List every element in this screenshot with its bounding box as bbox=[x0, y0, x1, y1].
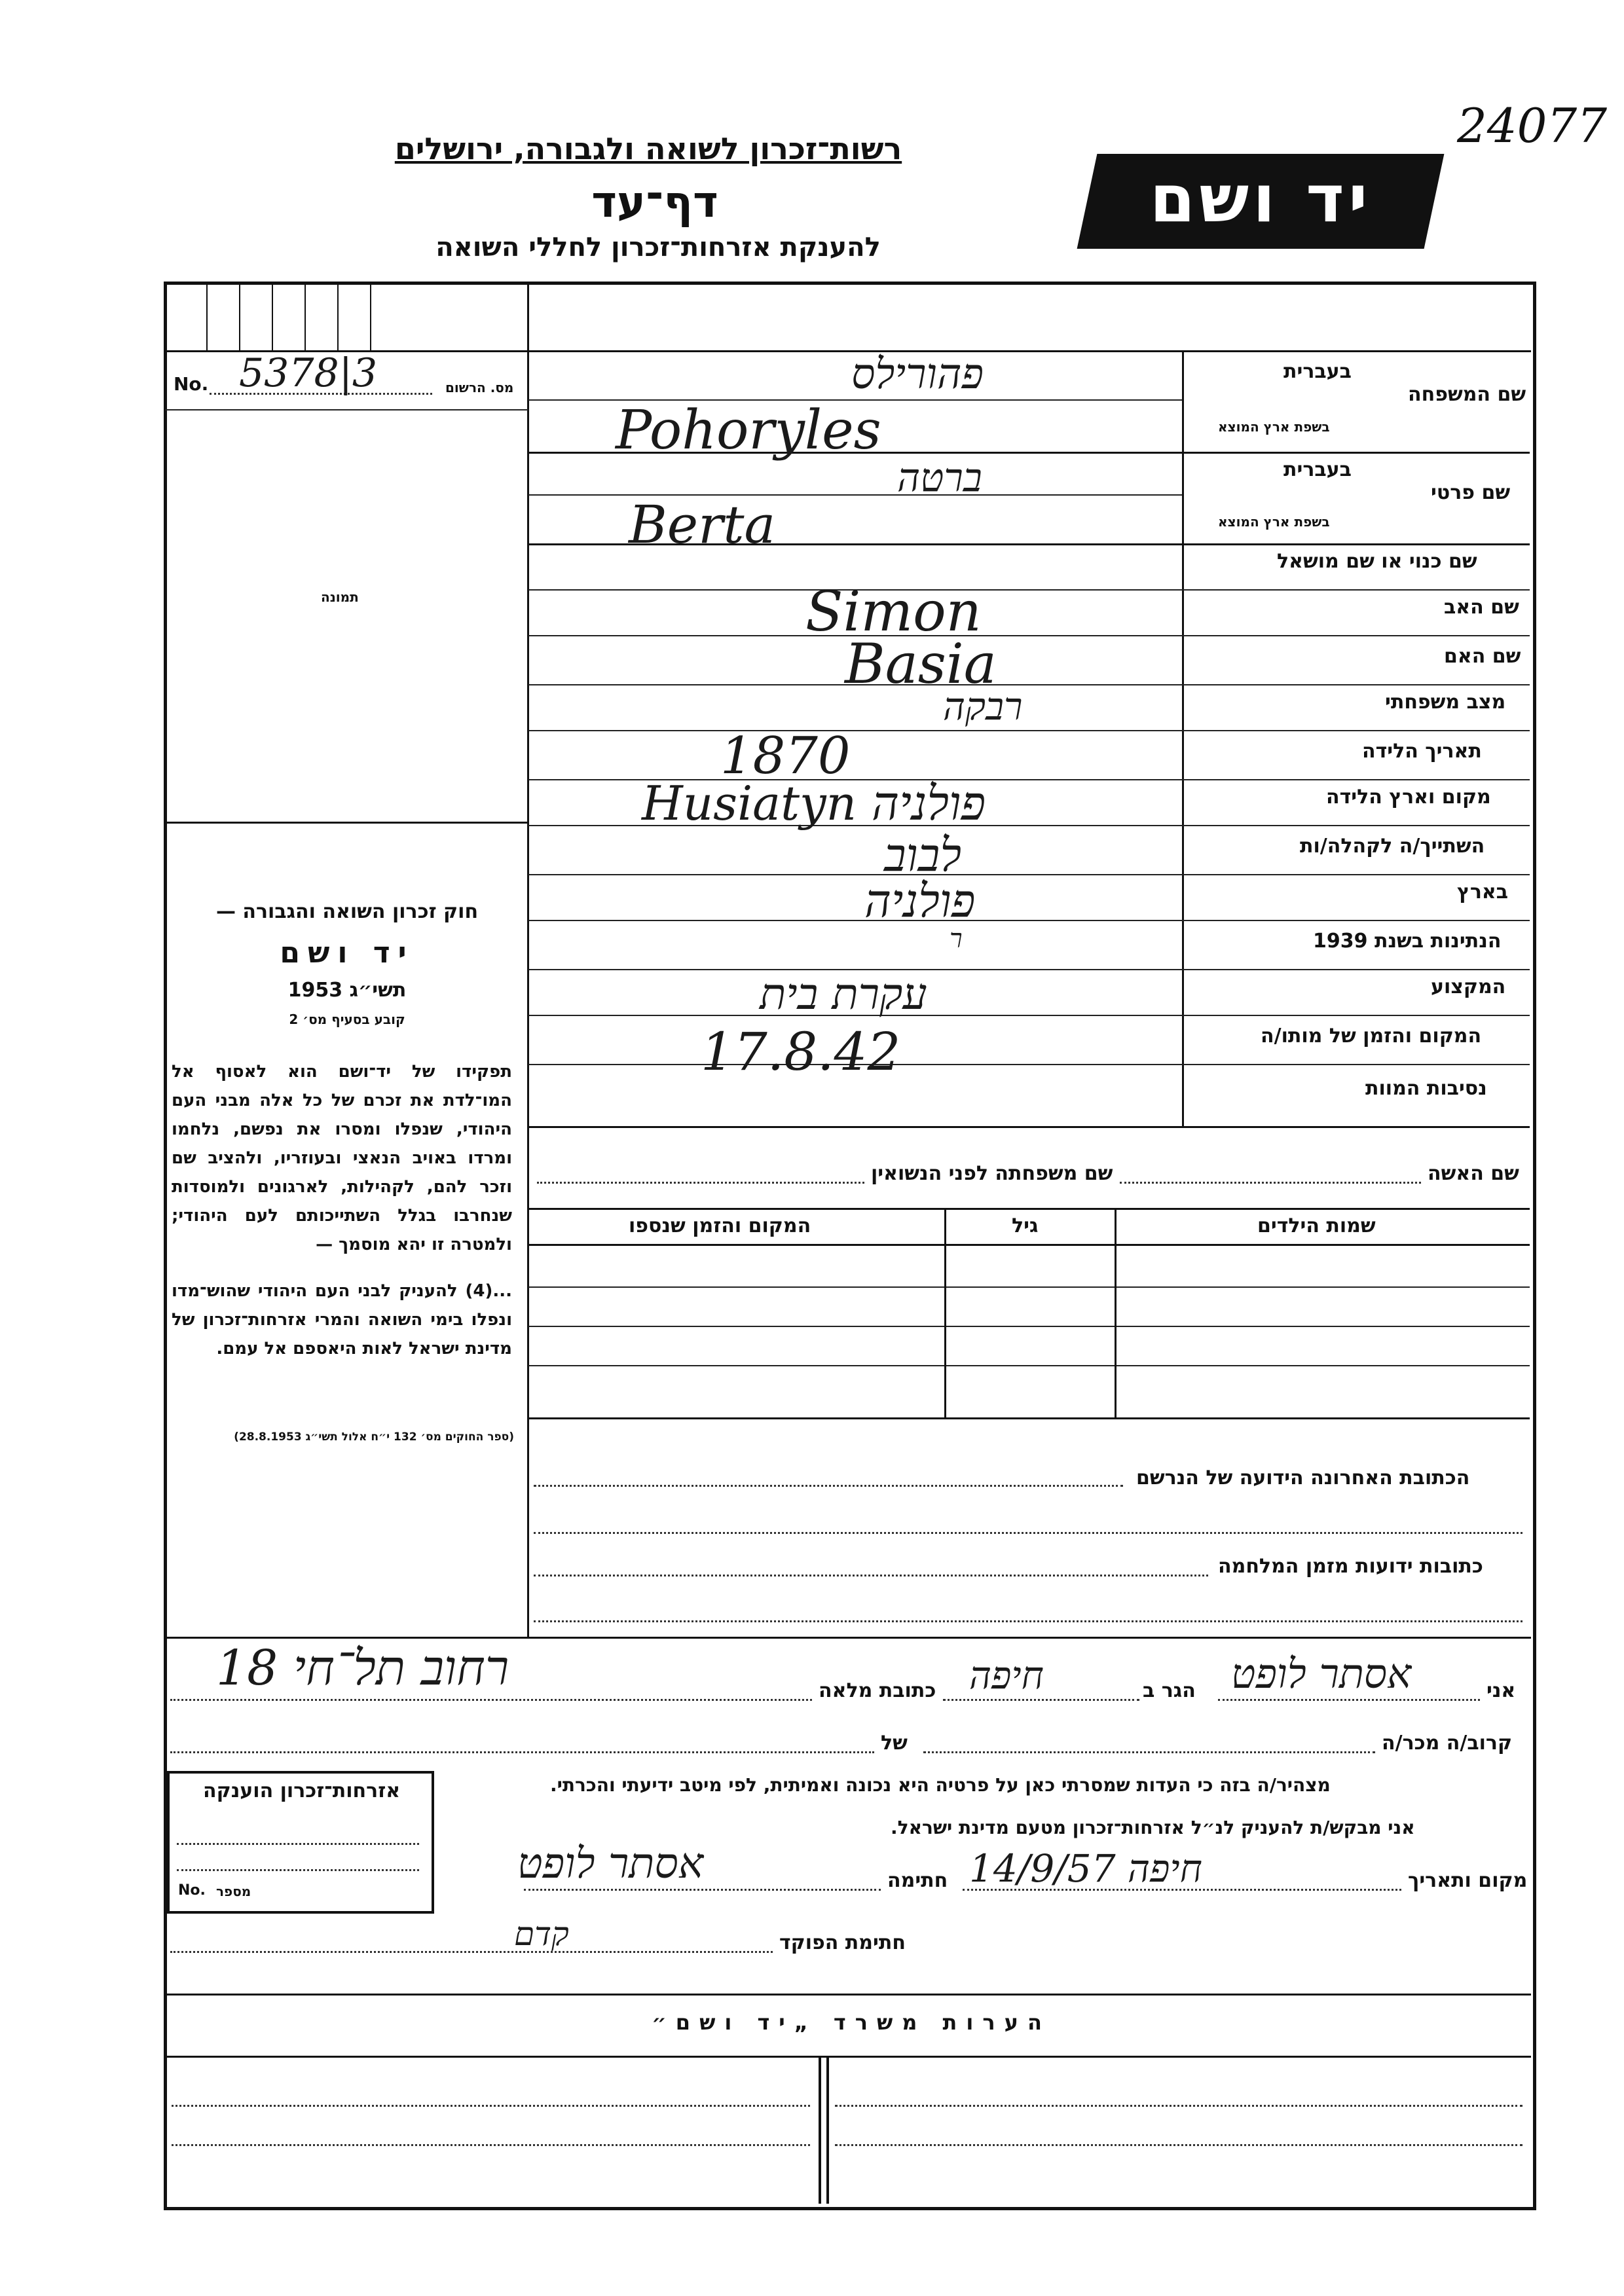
declarant-name-value: אסתר לופט bbox=[1231, 1650, 1412, 1698]
page-subtitle: להענקת אזרחות־זכרון לחללי השואה bbox=[435, 232, 881, 263]
birth-date-label: תאריך הלידה bbox=[1362, 740, 1482, 763]
family-name-origin-value: Pohoryles bbox=[616, 399, 881, 462]
law-text-2: ...(4) להעניק לבני העם היהודי שהוש־מדו ונפלו בימי השואה והמרי אזרחות־זכרון של מדינת ישראל לאות היאספם אל עמם. bbox=[172, 1281, 512, 1358]
mother-name-value: Basia bbox=[845, 632, 997, 696]
in-hebrew-label-2: בעברית bbox=[1283, 458, 1352, 481]
place-date-label: מקום ותאריך bbox=[1408, 1869, 1528, 1892]
profession-label: המקצוע bbox=[1431, 975, 1506, 998]
logo-text: יד ושם bbox=[1149, 160, 1372, 237]
law-clause: קובע בסעיף מס׳ 2 bbox=[289, 1011, 405, 1027]
mother-name-label: שם האם bbox=[1444, 645, 1521, 668]
citizenship-1939-label: הנתינות בשנת 1939 bbox=[1313, 930, 1502, 953]
family-name-label: שם המשפחה bbox=[1408, 383, 1526, 406]
left-column-divider bbox=[527, 283, 529, 1638]
signature-label: חתימה bbox=[887, 1869, 948, 1892]
notes-title: הערות משרד „יד ושם״ bbox=[652, 2010, 1051, 2035]
resides-in-label: הגר ב bbox=[1143, 1679, 1196, 1702]
law-name: יד ושם bbox=[280, 936, 415, 970]
death-circumstances-label: נסיבות המוות bbox=[1365, 1077, 1487, 1100]
photo-label: תמונה bbox=[321, 589, 359, 605]
registration-number-label: מס. הרשום bbox=[445, 380, 514, 395]
children-death-header: המקום והזמן שנספו bbox=[629, 1214, 811, 1237]
tick-boxes bbox=[167, 285, 527, 350]
signature-value: אסתר לופט bbox=[517, 1840, 704, 1888]
citizenship-number-label: מספר bbox=[216, 1884, 251, 1899]
label-column-divider bbox=[1182, 350, 1184, 1126]
registration-number-no: No. bbox=[174, 373, 209, 395]
country-label: בארץ bbox=[1457, 881, 1509, 903]
maiden-name-label: שם משפחתה לפני הנשואין bbox=[871, 1162, 1113, 1185]
full-address-label: כתובת מלאה bbox=[819, 1679, 936, 1702]
marital-status-label: מצב משפחתי bbox=[1385, 691, 1506, 714]
death-date-value: 17.8.42 bbox=[701, 1021, 901, 1082]
children-table bbox=[528, 1208, 1530, 1417]
authority-name: רשות־זכרון לשואה ולגבורה, ירושלים bbox=[394, 131, 902, 166]
origin-language-label-1: בשפת ארץ המוצא bbox=[1218, 419, 1330, 435]
photo-bottom-border bbox=[165, 822, 528, 824]
profession-value: עקרת בית bbox=[760, 969, 927, 1019]
last-address-label: הכתובת האחרונה הידועה של הנרשם bbox=[1136, 1467, 1470, 1489]
notes-top-border bbox=[165, 1994, 1531, 1995]
citizenship-value: ר bbox=[950, 924, 963, 954]
first-name-hebrew-value: ברטה bbox=[897, 455, 982, 501]
of-label: של bbox=[881, 1732, 908, 1755]
place-date-value: חיפה 14/9/57 bbox=[969, 1846, 1202, 1891]
wife-name-label: שם האשה bbox=[1428, 1162, 1519, 1185]
citizenship-no-label: No. bbox=[178, 1882, 206, 1899]
nickname-label: שם כנוי או שם מושאל bbox=[1277, 550, 1477, 573]
country-value: פולניה bbox=[864, 874, 976, 928]
declaration-top-border bbox=[165, 1637, 1531, 1639]
law-title: חוק זכרון השואה והגבורה — bbox=[215, 900, 479, 923]
father-name-value: Simon bbox=[805, 579, 982, 644]
first-name-origin-value: Berta bbox=[629, 494, 776, 555]
community-label: השתייך/ה לקהלה/ות bbox=[1300, 835, 1485, 858]
in-hebrew-label-1: בעברית bbox=[1283, 360, 1352, 383]
declarant-city-value: חיפה bbox=[969, 1653, 1044, 1698]
declaration-statement-2: אני מבקש/ת להעניק לנ״ל אזרחות־זכרון מטעם מדינת ישראל. bbox=[891, 1817, 1415, 1838]
children-age-header: גיל bbox=[1012, 1214, 1039, 1237]
page-title: דף־עד bbox=[591, 177, 718, 227]
declarant-label: אני bbox=[1486, 1679, 1516, 1702]
registration-number-value: 5378|3 bbox=[239, 350, 378, 396]
official-signature-value: קדם bbox=[514, 1915, 569, 1953]
law-year: תשי״ג 1953 bbox=[287, 979, 407, 1002]
declarant-address-value: רחוב תל־חי 18 bbox=[216, 1640, 509, 1696]
birth-date-value: 1870 bbox=[720, 727, 851, 786]
first-name-label: שם פרטי bbox=[1431, 481, 1511, 504]
handwritten-file-number: 24077 bbox=[1457, 98, 1608, 153]
birth-place-label: מקום וארץ הלידה bbox=[1326, 786, 1491, 809]
children-names-header: שמות הילדים bbox=[1257, 1214, 1376, 1237]
origin-language-label-2: בשפת ארץ המוצא bbox=[1218, 514, 1330, 530]
citizenship-granted-title: אזרחות־זכרון הוענקה bbox=[203, 1779, 401, 1802]
birth-place-value: Husiatyn פולניה bbox=[642, 776, 986, 831]
declaration-statement-1: מצהיר/ה בזה כי העדות שמסרתי כאן על פרטיה היא נכונה ואמיתית, לפי מיטב ידיעתי והכרתי. bbox=[550, 1774, 1331, 1796]
war-addresses-label: כתובות ידועות מזמן המלחמה bbox=[1218, 1555, 1483, 1578]
father-name-label: שם האב bbox=[1444, 596, 1519, 619]
family-name-hebrew-value: פהורילס bbox=[851, 350, 984, 399]
marital-status-value: רבקה bbox=[943, 684, 1023, 729]
death-place-time-label: המקום והזמן של מותו/ה bbox=[1261, 1025, 1482, 1048]
community-value: לבוב bbox=[884, 828, 962, 882]
official-signature-label: חתימת הפוקד bbox=[779, 1931, 906, 1954]
relative-label: קרוב/ה מכר/ה bbox=[1382, 1732, 1513, 1755]
law-text-1: תפקידו של יד־ושם הוא לאסוף אל המו־לדת את זכרם של כל אלה מבני העם היהודי, שנפלו ומסרו את נפשם, נלחמו ומרדו באויב הנאצי ובעוזריו, ולהציב שם וזכר להם, לקהילות, לארגונים ולמוסדות שנחרבו בגלל השתייכותם לעם היהודי; ולמטרה זו יהא מוסמך — bbox=[172, 1062, 512, 1254]
law-source: (ספר החוקים מס׳ 132 י״ח אלול תשי״ג 28.8.1953) bbox=[234, 1430, 514, 1444]
